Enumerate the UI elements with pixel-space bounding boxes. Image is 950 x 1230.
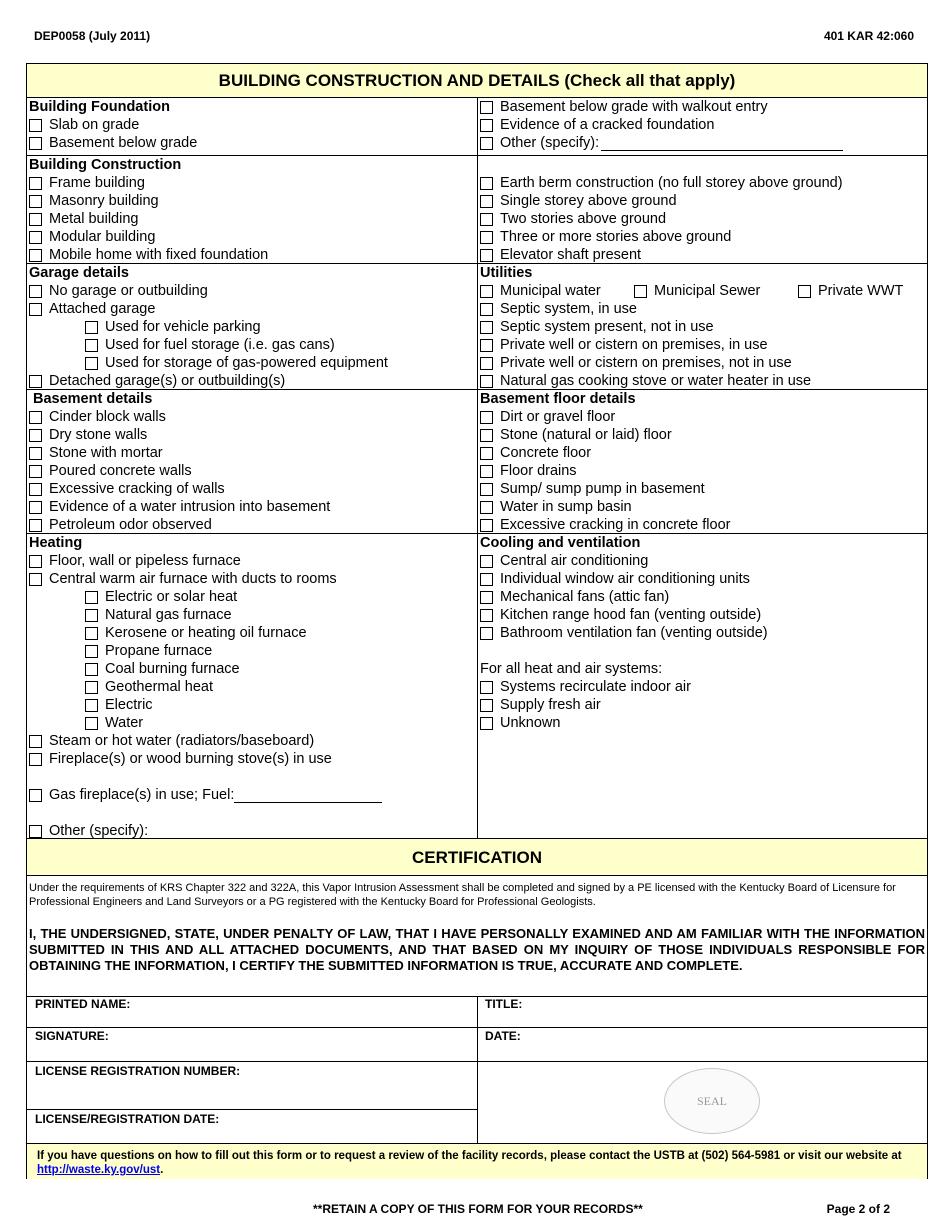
list-item[interactable]: Natural gas cooking stove or water heater in use xyxy=(480,372,926,390)
checkbox[interactable] xyxy=(480,483,493,496)
other-specify-field[interactable] xyxy=(148,824,390,839)
checkbox[interactable] xyxy=(29,753,42,766)
list-item[interactable]: Kerosene or heating oil furnace xyxy=(29,624,475,642)
cooling-heading: Cooling and ventilation xyxy=(480,535,641,551)
signature-label: SIGNATURE: xyxy=(35,1029,109,1043)
date-label: DATE: xyxy=(485,1029,521,1043)
checkbox[interactable] xyxy=(85,627,98,640)
basement-floor-heading: Basement floor details xyxy=(480,391,636,407)
checkbox[interactable] xyxy=(29,303,42,316)
checkbox[interactable] xyxy=(29,285,42,298)
construction-right xyxy=(480,174,926,264)
checkbox[interactable] xyxy=(480,213,493,226)
checkbox[interactable] xyxy=(480,321,493,334)
checkbox[interactable] xyxy=(85,717,98,730)
checkbox[interactable] xyxy=(480,375,493,388)
checkbox[interactable] xyxy=(29,555,42,568)
list-item[interactable]: No garage or outbuilding xyxy=(29,282,475,300)
checkbox[interactable] xyxy=(29,411,42,424)
other-specify-field[interactable] xyxy=(601,136,843,151)
checkbox[interactable] xyxy=(480,717,493,730)
checkbox[interactable] xyxy=(29,501,42,514)
checkbox[interactable] xyxy=(85,645,98,658)
website-link[interactable]: http://waste.ky.gov/ust xyxy=(37,1164,161,1176)
construction-heading: Building Construction xyxy=(29,157,182,173)
fuel-field[interactable] xyxy=(234,788,382,803)
list-item[interactable]: Steam or hot water (radiators/baseboard) xyxy=(29,732,475,750)
list-item[interactable]: Sump/ sump pump in basement xyxy=(480,480,926,498)
checkbox[interactable] xyxy=(480,195,493,208)
checkbox[interactable] xyxy=(29,789,42,802)
foundation-right xyxy=(480,98,926,152)
checkbox[interactable] xyxy=(480,137,493,150)
checkbox[interactable] xyxy=(798,285,811,298)
list-item[interactable]: Two stories above ground xyxy=(480,210,926,228)
regulation-ref: 401 KAR 42:060 xyxy=(823,29,914,43)
list-item[interactable]: Natural gas furnace xyxy=(29,606,475,624)
checkbox[interactable] xyxy=(480,447,493,460)
list-item[interactable]: Geothermal heat xyxy=(29,678,475,696)
cooling-section xyxy=(480,534,926,732)
list-item[interactable]: Evidence of a cracked foundation xyxy=(480,116,926,134)
list-item[interactable]: Septic system, in use xyxy=(480,300,926,318)
checkbox[interactable] xyxy=(480,285,493,298)
list-item[interactable]: Mechanical fans (attic fan) xyxy=(480,588,926,606)
certification-title: CERTIFICATION xyxy=(27,839,927,875)
checkbox[interactable] xyxy=(480,627,493,640)
list-item[interactable]: Bathroom ventilation fan (venting outside) xyxy=(480,624,926,642)
checkbox[interactable] xyxy=(85,339,98,352)
list-item[interactable]: Septic system present, not in use xyxy=(480,318,926,336)
form-container xyxy=(26,63,928,1179)
checkbox[interactable] xyxy=(480,429,493,442)
list-item[interactable]: Dry stone walls xyxy=(29,426,475,444)
checkbox[interactable] xyxy=(29,249,42,262)
list-item[interactable]: Floor drains xyxy=(480,462,926,480)
checkbox[interactable] xyxy=(85,663,98,676)
list-item[interactable]: Private well or cistern on premises, not in use xyxy=(480,354,926,372)
checkbox[interactable] xyxy=(85,357,98,370)
list-item[interactable]: Electric or solar heat xyxy=(29,588,475,606)
foundation-left xyxy=(29,98,475,152)
list-item[interactable]: Dirt or gravel floor xyxy=(480,408,926,426)
list-item[interactable]: Propane furnace xyxy=(29,642,475,660)
checkbox[interactable] xyxy=(85,699,98,712)
list-item[interactable]: Basement below grade with walkout entry xyxy=(480,98,926,116)
checkbox[interactable] xyxy=(480,573,493,586)
checkbox[interactable] xyxy=(29,231,42,244)
heating-section xyxy=(29,534,475,840)
list-item[interactable]: Systems recirculate indoor air xyxy=(480,678,926,696)
checkbox[interactable] xyxy=(480,609,493,622)
utilities-heading: Utilities xyxy=(480,265,533,281)
list-item[interactable]: Elevator shaft present xyxy=(480,246,926,264)
list-item[interactable]: Stone with mortar xyxy=(29,444,475,462)
checkbox[interactable] xyxy=(480,101,493,114)
list-item[interactable]: Poured concrete walls xyxy=(29,462,475,480)
list-item[interactable]: Kitchen range hood fan (venting outside) xyxy=(480,606,926,624)
checkbox[interactable] xyxy=(480,699,493,712)
basement-heading: Basement details xyxy=(33,391,153,407)
list-item[interactable]: Cinder block walls xyxy=(29,408,475,426)
checkbox[interactable] xyxy=(29,447,42,460)
certification-statement: I, THE UNDERSIGNED, STATE, UNDER PENALTY OF LAW, THAT I HAVE PERSONALLY EXAMINED AND AM FAMILIAR WITH THE INFORMATION SUBMITTED IN THIS AND ALL ATTACHED DOCUMENTS, AND THAT BASED ON MY INQUIRY OF THOSE INDIVIDUALS RESPONSIBLE FOR OBTAINING THE INFORMATION, I CERTIFY THE SUBMITTED INFORMATION IS TRUE, ACCURATE AND COMPLETE. xyxy=(29,926,925,973)
rule xyxy=(27,1109,477,1110)
list-item[interactable]: Metal building xyxy=(29,210,475,228)
checkbox[interactable] xyxy=(29,465,42,478)
checkbox[interactable] xyxy=(480,501,493,514)
rule xyxy=(27,875,927,876)
list-item[interactable]: Excessive cracking in concrete floor xyxy=(480,516,926,534)
list-item[interactable]: Frame building xyxy=(29,174,475,192)
basement-floor-section xyxy=(480,390,926,534)
license-date-label: LICENSE/REGISTRATION DATE: xyxy=(35,1112,220,1126)
section-title: BUILDING CONSTRUCTION AND DETAILS (Check all that apply) xyxy=(27,64,927,98)
retain-notice: **RETAIN A COPY OF THIS FORM FOR YOUR RECORDS** xyxy=(313,1202,643,1216)
list-item[interactable]: Petroleum odor observed xyxy=(29,516,475,534)
list-item[interactable]: Earth berm construction (no full storey above ground) xyxy=(480,174,926,192)
checkbox[interactable] xyxy=(29,195,42,208)
list-item[interactable]: Private well or cistern on premises, in use xyxy=(480,336,926,354)
list-item[interactable]: Water in sump basin xyxy=(480,498,926,516)
basement-section xyxy=(29,390,475,534)
list-item[interactable]: Water xyxy=(29,714,475,732)
checkbox[interactable] xyxy=(29,137,42,150)
heating-heading: Heating xyxy=(29,535,83,551)
list-item[interactable]: Individual window air conditioning units xyxy=(480,570,926,588)
list-item[interactable]: Slab on grade xyxy=(29,116,475,134)
list-item[interactable]: Supply fresh air xyxy=(480,696,926,714)
list-item[interactable]: Other (specify): xyxy=(480,134,926,152)
seal-stamp: SEAL xyxy=(664,1068,760,1134)
list-item[interactable]: Fireplace(s) or wood burning stove(s) in use xyxy=(29,750,475,768)
page-number: Page 2 of 2 xyxy=(826,1202,890,1216)
list-item[interactable]: Three or more stories above ground xyxy=(480,228,926,246)
checkbox[interactable] xyxy=(480,411,493,424)
list-item[interactable]: Municipal water Municipal Sewer Private WWT xyxy=(480,282,926,300)
checkbox[interactable] xyxy=(29,573,42,586)
list-item[interactable]: Used for storage of gas-powered equipment xyxy=(29,354,475,372)
checkbox[interactable] xyxy=(480,119,493,132)
checkbox[interactable] xyxy=(29,735,42,748)
checkbox[interactable] xyxy=(480,465,493,478)
checkbox[interactable] xyxy=(480,303,493,316)
checkbox[interactable] xyxy=(634,285,647,298)
checkbox[interactable] xyxy=(480,357,493,370)
checkbox[interactable] xyxy=(85,591,98,604)
list-item[interactable]: Single storey above ground xyxy=(480,192,926,210)
column-divider xyxy=(477,98,478,839)
license-number-label: LICENSE REGISTRATION NUMBER: xyxy=(35,1064,241,1078)
garage-section xyxy=(29,264,475,390)
checkbox[interactable] xyxy=(480,231,493,244)
checkbox[interactable] xyxy=(29,213,42,226)
checkbox[interactable] xyxy=(85,681,98,694)
list-item[interactable]: Detached garage(s) or outbuilding(s) xyxy=(29,372,475,390)
checkbox[interactable] xyxy=(480,339,493,352)
foundation-heading: Building Foundation xyxy=(29,99,170,115)
list-item[interactable]: Used for vehicle parking xyxy=(29,318,475,336)
list-item[interactable]: Excessive cracking of walls xyxy=(29,480,475,498)
systems-label: For all heat and air systems: xyxy=(480,661,663,677)
checkbox[interactable] xyxy=(29,177,42,190)
list-item[interactable]: Stone (natural or laid) floor xyxy=(480,426,926,444)
list-item[interactable]: Central air conditioning xyxy=(480,552,926,570)
list-item[interactable]: Modular building xyxy=(29,228,475,246)
checkbox[interactable] xyxy=(480,555,493,568)
garage-heading: Garage details xyxy=(29,265,129,281)
list-item[interactable]: Floor, wall or pipeless furnace xyxy=(29,552,475,570)
checkbox[interactable] xyxy=(29,375,42,388)
checkbox[interactable] xyxy=(480,591,493,604)
checkbox[interactable] xyxy=(480,249,493,262)
column-divider xyxy=(477,996,478,1144)
list-item[interactable]: Unknown xyxy=(480,714,926,732)
list-item[interactable]: Masonry building xyxy=(29,192,475,210)
list-item[interactable]: Mobile home with fixed foundation xyxy=(29,246,475,264)
list-item[interactable]: Coal burning furnace xyxy=(29,660,475,678)
list-item[interactable]: Electric xyxy=(29,696,475,714)
checkbox[interactable] xyxy=(29,519,42,532)
list-item[interactable]: Attached garage xyxy=(29,300,475,318)
checkbox[interactable] xyxy=(29,825,42,838)
checkbox[interactable] xyxy=(29,483,42,496)
utilities-section xyxy=(480,264,926,390)
list-item[interactable]: Gas fireplace(s) in use; Fuel: xyxy=(29,786,475,804)
form-id: DEP0058 (July 2011) xyxy=(34,29,151,43)
checkbox[interactable] xyxy=(480,177,493,190)
certification-requirements: Under the requirements of KRS Chapter 322 and 322A, this Vapor Intrusion Assessment shall be completed and signed by a PE licensed with the Kentucky Board of Licensure for Professional Engineers and Land Surveyors or a PG registered with the Kentucky Board for Professional Geologists. xyxy=(29,882,896,908)
checkbox[interactable] xyxy=(29,119,42,132)
list-item[interactable]: Basement below grade xyxy=(29,134,475,152)
checkbox[interactable] xyxy=(480,519,493,532)
title-label: TITLE: xyxy=(485,997,523,1011)
construction-left xyxy=(29,156,475,264)
checkbox[interactable] xyxy=(29,429,42,442)
list-item[interactable]: Central warm air furnace with ducts to rooms xyxy=(29,570,475,588)
list-item[interactable]: Concrete floor xyxy=(480,444,926,462)
list-item[interactable]: Other (specify): xyxy=(29,822,475,840)
list-item[interactable]: Evidence of a water intrusion into basement xyxy=(29,498,475,516)
contact-notice: If you have questions on how to fill out this form or to request a review of the facility records, please contact the USTB at (502) 564-5981 or visit our website at http://waste.ky.gov/ust. xyxy=(27,1144,927,1179)
checkbox[interactable] xyxy=(480,681,493,694)
printed-name-label: PRINTED NAME: xyxy=(35,997,131,1011)
list-item[interactable]: Used for fuel storage (i.e. gas cans) xyxy=(29,336,475,354)
checkbox[interactable] xyxy=(85,609,98,622)
checkbox[interactable] xyxy=(85,321,98,334)
